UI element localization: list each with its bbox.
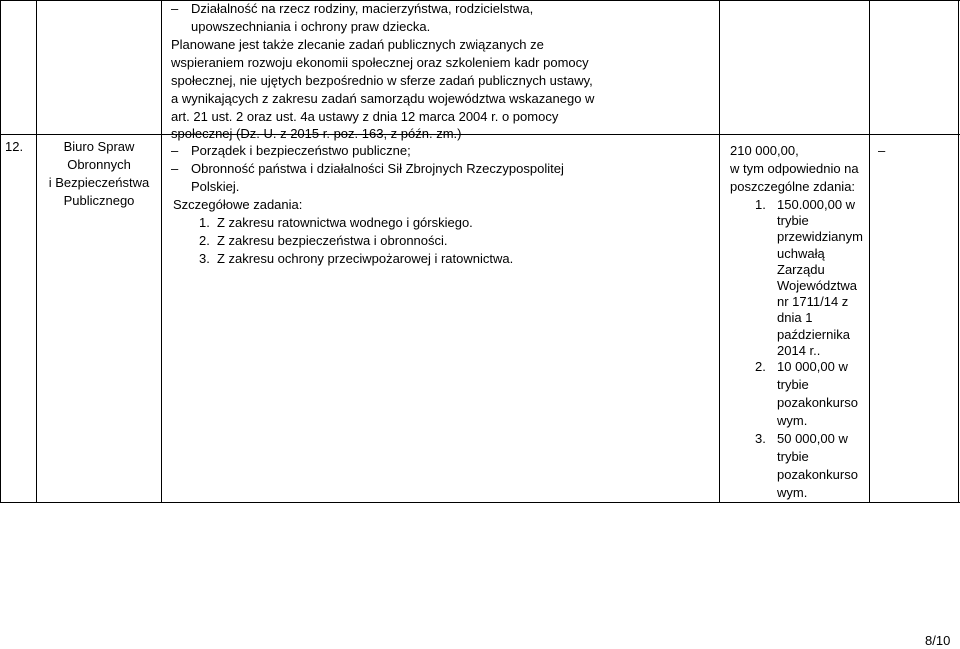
text-line: Działalność na rzecz rodziny, macierzyństwa, rodzicielstwa,	[191, 1, 534, 16]
allocation-line: 10 000,00 w	[777, 359, 848, 374]
allocation-number: 3.	[755, 431, 766, 446]
area-line: Polskiej.	[191, 179, 240, 194]
bullet-dash: –	[171, 1, 179, 16]
row-number: 12.	[5, 139, 24, 154]
amount-line: poszczególne zdania:	[730, 179, 856, 194]
allocation-line: 2014 r..	[777, 342, 821, 358]
page-number: 8/10	[925, 633, 951, 648]
text-line: upowszechniania i ochrony praw dziecka.	[191, 19, 431, 34]
allocation-line: pozakonkurso	[777, 395, 858, 410]
allocation-line: nr 1711/14 z	[777, 294, 849, 310]
text-line: społecznej (Dz. U. z 2015 r. poz. 163, z późn. zm.)	[171, 126, 462, 141]
allocation-number: 2.	[755, 359, 766, 374]
text-line: Planowane jest także zlecanie zadań publicznych związanych ze	[171, 37, 544, 52]
task-text: Z zakresu ochrony przeciwpożarowej i ratownictwa.	[217, 251, 514, 266]
last-column-dash: –	[878, 143, 886, 158]
unit-name-line: i Bezpieczeństwa	[48, 175, 150, 190]
allocation-number: 1.	[755, 197, 766, 212]
column-border-1	[36, 0, 37, 503]
allocation-line: pozakonkurso	[777, 467, 858, 482]
column-border-3	[719, 0, 720, 503]
allocation-line: Województwa	[777, 278, 857, 293]
allocation-line: wym.	[777, 413, 808, 428]
row-divider	[0, 134, 960, 135]
allocation-line: Zarządu	[777, 261, 825, 277]
allocation-line: dnia 1	[777, 310, 813, 326]
column-border-2	[161, 0, 162, 503]
unit-name-line: Obronnych	[67, 157, 131, 172]
amount-line: w tym odpowiednio na	[730, 161, 859, 176]
task-text: Z zakresu ratownictwa wodnego i górskiego.	[217, 215, 473, 230]
allocation-line: trybie	[777, 213, 809, 229]
column-border-right	[958, 0, 959, 503]
bullet-dash: –	[171, 161, 179, 176]
unit-name-line: Publicznego	[63, 193, 135, 208]
column-border-left	[0, 0, 1, 503]
text-line: wspieraniem rozwoju ekonomii społecznej oraz szkoleniem kadr pomocy	[171, 55, 589, 70]
task-number: 1.	[199, 215, 210, 230]
text-line: społecznej, nie ujętych bezpośrednio w sferze zadań publicznych ustawy,	[171, 73, 593, 88]
table-bottom-border	[0, 502, 960, 503]
allocation-line: 50 000,00 w	[777, 431, 848, 446]
text-line: a wynikających z zakresu zadań samorządu województwa wskazanego w	[171, 91, 595, 106]
unit-name-line: Biuro Spraw	[63, 139, 135, 154]
text-line: art. 21 ust. 2 oraz ust. 4a ustawy z dnia 12 marca 2004 r. o pomocy	[171, 109, 559, 124]
bullet-dash: –	[171, 143, 179, 158]
allocation-line: wym.	[777, 485, 808, 500]
allocation-line: 150.000,00 w	[777, 197, 856, 212]
column-border-4	[869, 0, 870, 503]
allocation-line: uchwałą	[777, 245, 825, 261]
task-text: Z zakresu bezpieczeństwa i obronności.	[217, 233, 448, 248]
allocation-line: października	[777, 326, 850, 342]
allocation-line: trybie	[777, 377, 809, 392]
area-line: Porządek i bezpieczeństwo publiczne;	[191, 143, 411, 158]
allocation-line: przewidzianym	[777, 229, 863, 245]
amount-line: 210 000,00,	[730, 143, 799, 158]
task-number: 3.	[199, 251, 210, 266]
allocation-line: trybie	[777, 449, 809, 464]
task-number: 2.	[199, 233, 210, 248]
area-line: Obronność państwa i działalności Sił Zbrojnych Rzeczypospolitej	[191, 161, 564, 176]
detail-heading: Szczegółowe zadania:	[173, 197, 303, 212]
